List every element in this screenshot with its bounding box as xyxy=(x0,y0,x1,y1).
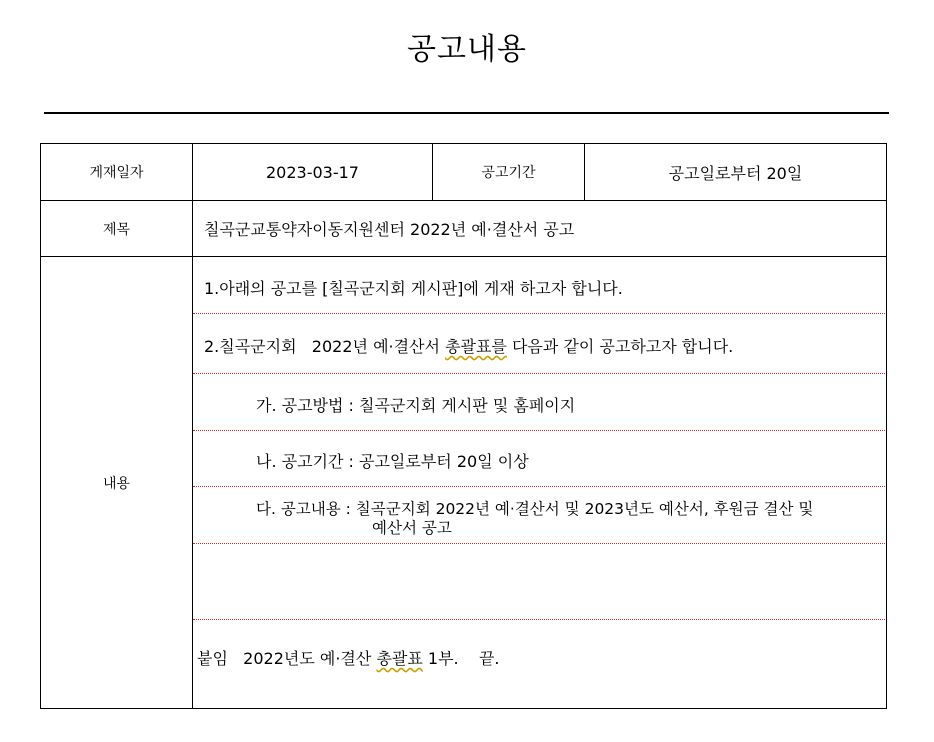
content-label: 내용 xyxy=(102,475,131,492)
posted-date-value: 2023-03-17 xyxy=(266,162,359,182)
content-line-1: 1.아래의 공고를 [칠곡군지회 게시판]에 게재 하고자 합니다. xyxy=(204,279,623,298)
subject-value: 칠곡군교통약자이동지원센터 2022년 예·결산서 공고 xyxy=(204,220,575,239)
content-line-2-text: 다음과 같이 공고하고자 합니다. xyxy=(506,337,734,356)
attachment-text: 1부. 끝. xyxy=(422,649,500,668)
dotted-divider xyxy=(193,313,885,314)
item-da-line-2: 예산서 공고 xyxy=(372,519,452,537)
attachment-text: 붙임 2022년도 예·결산 xyxy=(197,649,377,668)
page-title: 공고내용 xyxy=(407,32,527,67)
content-line-2-text: 2.칠곡군지회 2022년 예·결산서 xyxy=(204,337,446,356)
spellcheck-marked-word: 총괄표 xyxy=(376,649,423,668)
attachment-line xyxy=(197,646,500,669)
item-ga: 가. 공고방법 : 칠곡군지회 게시판 및 홈페이지 xyxy=(256,396,576,415)
dotted-divider xyxy=(193,373,885,374)
table-col-divider xyxy=(192,143,193,709)
dotted-divider xyxy=(193,486,885,487)
posted-date-label: 게재일자 xyxy=(89,165,144,181)
dotted-divider xyxy=(193,543,885,544)
notice-period-value: 공고일로부터 20일 xyxy=(668,163,803,183)
item-na: 나. 공고기간 : 공고일로부터 20일 이상 xyxy=(256,452,529,471)
content-line-2 xyxy=(204,334,733,357)
item-da-line-1: 다. 공고내용 : 칠곡군지회 2022년 예·결산서 및 2023년도 예산서, 후원금 결산 및 xyxy=(256,500,814,518)
subject-label: 제목 xyxy=(102,221,131,238)
dotted-divider xyxy=(193,619,885,620)
spellcheck-marked-word: 총괄표를 xyxy=(445,337,507,356)
title-divider xyxy=(44,112,889,114)
notice-period-label: 공고기간 xyxy=(481,165,536,181)
table-border-right xyxy=(886,143,887,709)
table-border-bottom xyxy=(40,708,887,709)
dotted-divider xyxy=(193,430,885,431)
